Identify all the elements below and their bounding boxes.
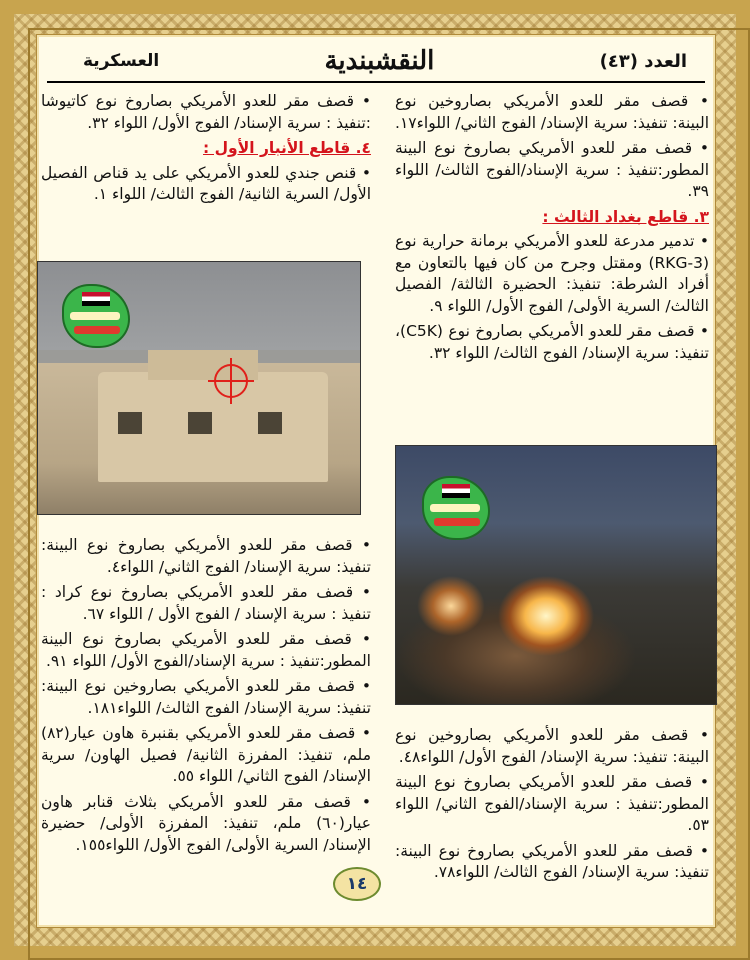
page-number: ١٤ xyxy=(333,867,381,901)
organization-logo xyxy=(422,476,490,540)
list-item: • قصف مقر للعدو الأمريكي بصاروخ نوع البينة المطور:تنفيذ : سرية الإسناد/الفوج الثالث/ اللواء ٣٩. xyxy=(395,138,709,203)
list-item: • قصف مقر للعدو الأمريكي بصاروخ نوع (C5K)، تنفيذ: سرية الإسناد/ الفوج الثالث/ اللواء ٣٢. xyxy=(395,321,709,364)
list-item: • تدمير مدرعة للعدو الأمريكي برمانة حرارية نوع (RKG-3) ومقتل وجرح من كان فيها بالتعاون مع أفراد الشرطة: تنفيذ: الحضيرة الثالثة/ الفصيل الثالث/ السرية الأولى/ الفوج الأول/ اللواء ٩. xyxy=(395,231,709,317)
sniper-scope-photo xyxy=(37,261,361,515)
organization-logo xyxy=(62,284,130,348)
list-item: • قصف مقر للعدو الأمريكي بصاروخ نوع البينة المطور:تنفيذ : سرية الإسناد/الفوج الثاني/ اللواء ٥٣. xyxy=(395,772,709,837)
iraqi-flag-icon xyxy=(82,292,110,306)
left-column-bottom xyxy=(41,535,371,860)
right-column-bottom xyxy=(395,725,709,888)
issue-number: العدد (٤٣) xyxy=(599,50,687,72)
page-header xyxy=(47,41,705,83)
right-column-top xyxy=(395,91,709,368)
left-column-top xyxy=(41,91,371,210)
list-item: • قصف مقر للعدو الأمريكي بصاروخ نوع كراد : تنفيذ : سرية الإسناد / الفوج الأول / اللواء ٦٧. xyxy=(41,582,371,625)
list-item: • قصف مقر للعدو الأمريكي بقنبرة هاون عيار(٨٢) ملم، تنفيذ: المفرزة الثانية/ فصيل الهاون/ سرية الإسناد/ الفوج الثاني/ اللواء ٥٥. xyxy=(41,723,371,788)
list-item: • قصف مقر للعدو الأمريكي بصاروخ نوع البينة: تنفيذ: سرية الإسناد/ الفوج الثالث/ اللواء٧٨. xyxy=(395,841,709,884)
list-item: • قصف مقر للعدو الأمريكي بثلاث قنابر هاون عيار(٦٠) ملم، تنفيذ: المفرزة الأولى/ حضيرة الإسناد/ السرية الأولى/ الفوج الأول/ اللواء١٥٥. xyxy=(41,792,371,857)
magazine-page xyxy=(36,34,716,928)
section-name: العسكرية xyxy=(83,51,160,71)
list-item: • قنص جندي للعدو الأمريكي على يد قناص الفصيل الأول/ السرية الثانية/ الفوج الثالث/ اللواء ١. xyxy=(41,163,371,206)
magazine-title: النقشبندية xyxy=(324,46,435,76)
section-heading-baghdad: ٣. قاطع بغداد الثالث : xyxy=(542,207,709,226)
rocket-launch-photo xyxy=(395,445,717,705)
list-item: • قصف مقر للعدو الأمريكي بصاروخ نوع البينة المطور:تنفيذ : سرية الإسناد/الفوج الأول/ اللواء ٩١. xyxy=(41,629,371,672)
crosshair-icon xyxy=(214,364,248,398)
list-item: • قصف مقر للعدو الأمريكي بصاروخ نوع كاتيوشا :تنفيذ : سرية الإسناد/ الفوج الأول/ اللواء ٣٢. xyxy=(41,91,371,134)
section-heading-anbar: ٤. قاطع الأنبار الأول : xyxy=(203,139,371,157)
list-item: • قصف مقر للعدو الأمريكي بصاروخين نوع البينة: تنفيذ: سرية الإسناد/ الفوج الأول/ اللواء٤٨. xyxy=(395,725,709,768)
iraqi-flag-icon xyxy=(442,484,470,498)
list-item: • قصف مقر للعدو الأمريكي بصاروخين نوع البينة: تنفيذ: سرية الإسناد/ الفوج الثالث/ اللواء١٨١. xyxy=(41,676,371,719)
list-item: • قصف مقر للعدو الأمريكي بصاروخين نوع البينة: تنفيذ: سرية الإسناد/ الفوج الثاني/ اللواء١٧. xyxy=(395,91,709,134)
list-item: • قصف مقر للعدو الأمريكي بصاروخ نوع البينة: تنفيذ: سرية الإسناد/ الفوج الثاني/ اللواء٤. xyxy=(41,535,371,578)
